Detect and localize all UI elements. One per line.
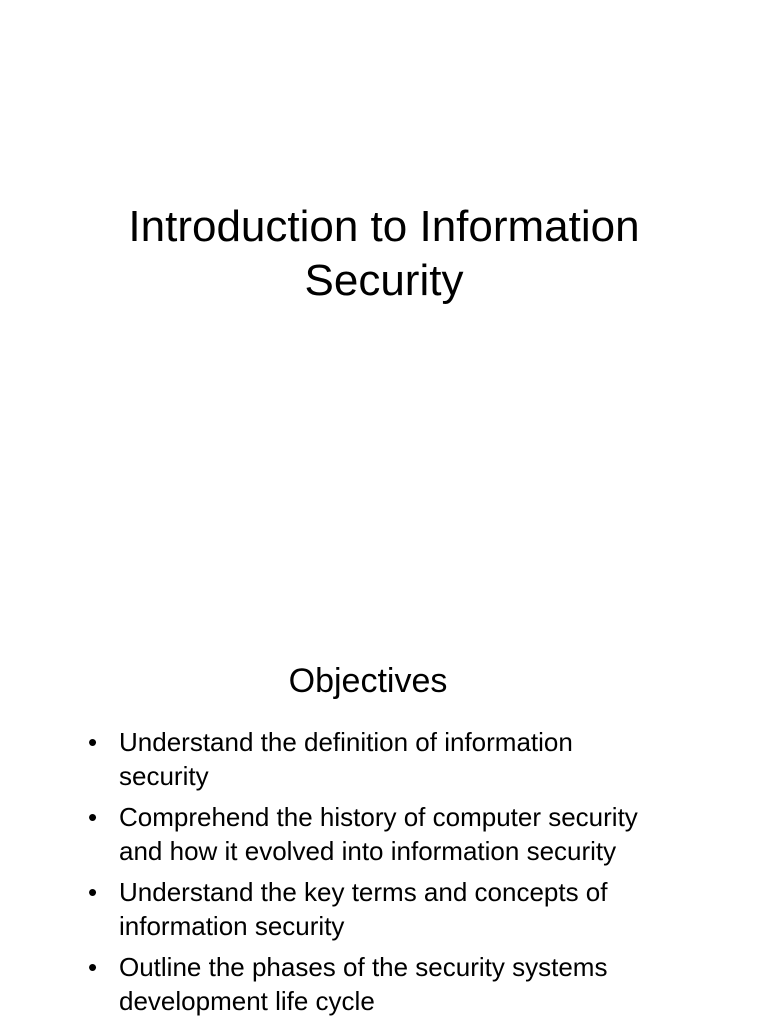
bullet-text-line-2: and how it evolved into information security: [119, 836, 617, 866]
bullet-text-line-1: Understand the key terms and concepts of: [119, 877, 608, 907]
bullet-text-line-2: security: [119, 761, 209, 791]
bullet-icon: •: [88, 877, 98, 907]
list-item: [88, 875, 708, 943]
presentation-title: [64, 200, 704, 308]
title-line-1: Introduction to Information: [128, 202, 640, 251]
bullet-icon: •: [88, 952, 98, 982]
bullet-text-line-1: Understand the definition of information: [119, 727, 573, 757]
list-item: [88, 950, 708, 1018]
objectives-list: [88, 725, 708, 1025]
title-line-2: Security: [304, 256, 464, 305]
bullet-icon: •: [88, 802, 98, 832]
list-item: [88, 725, 708, 793]
bullet-icon: •: [88, 727, 98, 757]
bullet-text-line-2: development life cycle: [119, 986, 375, 1016]
bullet-text-line-2: information security: [119, 911, 345, 941]
slide-objectives: [0, 640, 768, 1024]
list-item: [88, 800, 708, 868]
objectives-heading: Objectives: [288, 662, 448, 700]
bullet-text-line-1: Outline the phases of the security systems: [119, 952, 608, 982]
bullet-text-line-1: Comprehend the history of computer security: [119, 802, 638, 832]
